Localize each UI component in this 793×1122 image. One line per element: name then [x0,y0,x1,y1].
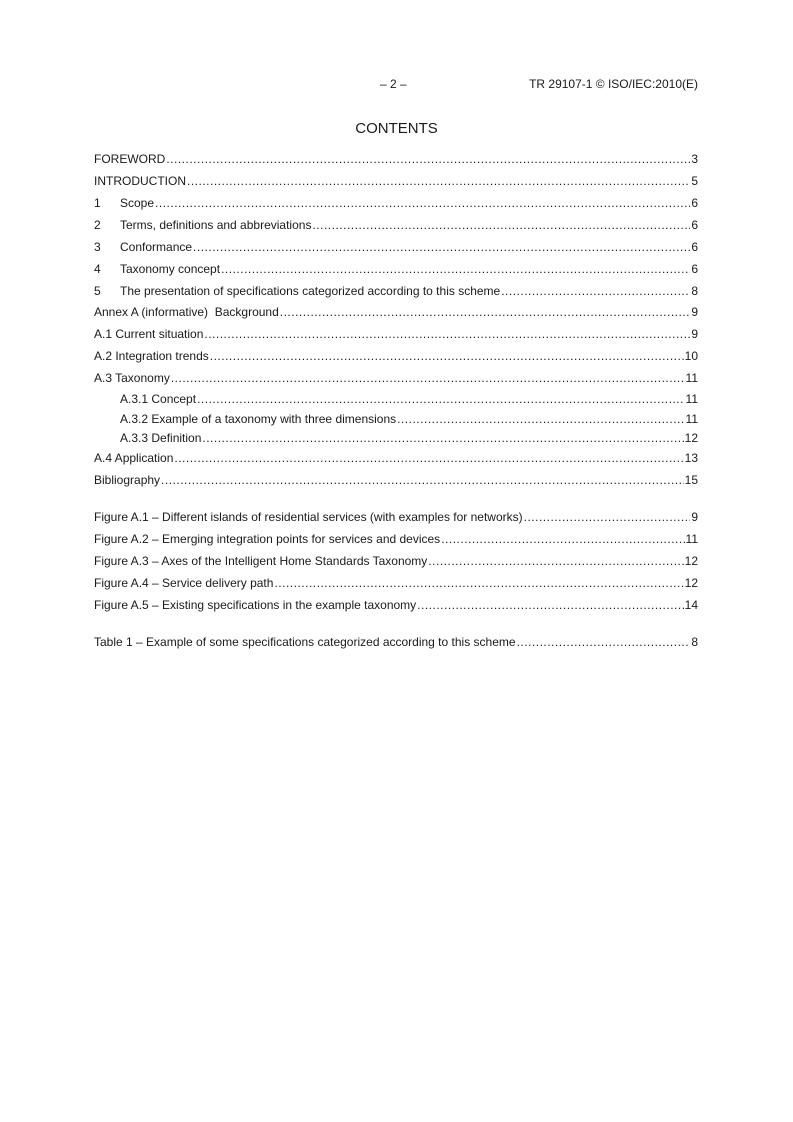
toc-page-number: 10 [684,349,698,363]
toc-entry-text: A.2 Integration trends [94,349,209,363]
toc-leader-dots [441,531,684,547]
toc-section-number: 5 [94,284,101,298]
toc-entry-text: Conformance [120,240,193,254]
toc-page-number: 6 [691,262,698,276]
toc-page-number: 9 [691,305,698,319]
page-title: CONTENTS [355,120,438,137]
toc-page-number: 11 [685,532,698,546]
toc-page-number: 9 [691,510,698,524]
toc-leader-dots [161,472,684,488]
toc-entry-text: A.3 Taxonomy [94,371,170,385]
toc-page-number: 6 [691,218,698,232]
toc-section-number: 1 [94,196,101,210]
toc-entry-text: Annex A (informative) Background [94,305,279,319]
toc-page-number: 8 [691,635,698,649]
toc-entry-text: Figure A.3 – Axes of the Intelligent Home Standards Taxonomy [94,554,428,568]
toc-entry-text: Taxonomy concept [120,262,221,276]
toc-page-number: 13 [684,451,698,465]
toc-entry-text: A.3.3 Definition [120,431,202,445]
toc-leader-dots [204,326,690,342]
toc-page-number: 15 [684,473,698,487]
toc-entry-figure-a3[interactable] [94,553,698,569]
toc-entry-a2[interactable] [94,348,698,364]
toc-entry-text: Terms, definitions and abbreviations [120,218,312,232]
toc-entry-a3-3[interactable] [120,430,698,446]
toc-leader-dots [274,575,683,591]
toc-entry-text: Figure A.5 – Existing specifications in the example taxonomy [94,598,417,612]
toc-entry-foreword[interactable] [94,151,698,167]
toc-section-number: 4 [94,262,101,276]
toc-leader-dots [417,597,683,613]
toc-entry-text: FOREWORD [94,152,166,166]
toc-entry-a4[interactable] [94,450,698,466]
toc-page-number: 12 [684,576,698,590]
toc-leader-dots [171,370,685,386]
toc-entry-figure-a5[interactable] [94,597,698,613]
toc-leader-dots [397,411,684,427]
toc-page-number: 5 [691,174,698,188]
toc-leader-dots [501,283,690,299]
toc-entry-conformance[interactable] [94,239,698,255]
toc-entry-taxonomy-concept[interactable] [94,261,698,277]
toc-page-number: 6 [691,196,698,210]
toc-leader-dots [210,348,684,364]
toc-page-number: 11 [685,412,698,426]
toc-entry-a3-2[interactable] [120,411,698,427]
toc-entry-annex-a[interactable] [94,304,698,320]
toc-page-number: 9 [691,327,698,341]
toc-entry-introduction[interactable] [94,173,698,189]
page-number: – 2 – [380,77,407,91]
toc-section-number: 2 [94,218,101,232]
toc-page-number: 11 [685,371,698,385]
toc-entry-a1[interactable] [94,326,698,342]
toc-entry-text: A.3.2 Example of a taxonomy with three dimensions [120,412,397,426]
toc-entry-a3[interactable] [94,370,698,386]
toc-entry-terms[interactable] [94,217,698,233]
toc-entry-text: The presentation of specifications categorized according to this scheme [120,284,501,298]
toc-leader-dots [187,173,690,189]
toc-section-number: 3 [94,240,101,254]
toc-page-number: 12 [684,431,698,445]
document-reference: TR 29107-1 © ISO/IEC:2010(E) [529,77,698,91]
toc-entry-text: INTRODUCTION [94,174,186,188]
toc-page-number: 11 [685,392,698,406]
toc-entry-presentation[interactable] [94,283,698,299]
toc-entry-text: Figure A.2 – Emerging integration points for services and devices [94,532,441,546]
toc-entry-bibliography[interactable] [94,472,698,488]
toc-entry-text: A.4 Application [94,451,174,465]
toc-leader-dots [280,304,691,320]
toc-leader-dots [221,261,690,277]
toc-leader-dots [193,239,690,255]
toc-entry-table-1[interactable] [94,634,698,650]
toc-page-number: 6 [691,240,698,254]
toc-entry-figure-a2[interactable] [94,531,698,547]
toc-leader-dots [155,195,690,211]
toc-entry-text: Figure A.4 – Service delivery path [94,576,274,590]
toc-entry-text: A.1 Current situation [94,327,204,341]
toc-entry-a3-1[interactable] [120,391,698,407]
toc-page-number: 8 [691,284,698,298]
toc-leader-dots [202,430,683,446]
toc-entry-figure-a4[interactable] [94,575,698,591]
toc-leader-dots [166,151,690,167]
toc-entry-text: A.3.1 Concept [120,392,197,406]
toc-entry-text: Bibliography [94,473,161,487]
toc-page-number: 12 [684,554,698,568]
toc-leader-dots [517,634,691,650]
toc-leader-dots [174,450,683,466]
toc-entry-text: Scope [120,196,155,210]
toc-entry-scope[interactable] [94,195,698,211]
toc-leader-dots [524,509,691,525]
toc-entry-figure-a1[interactable] [94,509,698,525]
toc-leader-dots [197,391,684,407]
toc-entry-text: Table 1 – Example of some specifications categorized according to this scheme [94,635,516,649]
toc-leader-dots [312,217,690,233]
toc-entry-text: Figure A.1 – Different islands of residential services (with examples for networks) [94,510,523,524]
toc-leader-dots [428,553,683,569]
toc-page-number: 14 [684,598,698,612]
toc-page-number: 3 [691,152,698,166]
